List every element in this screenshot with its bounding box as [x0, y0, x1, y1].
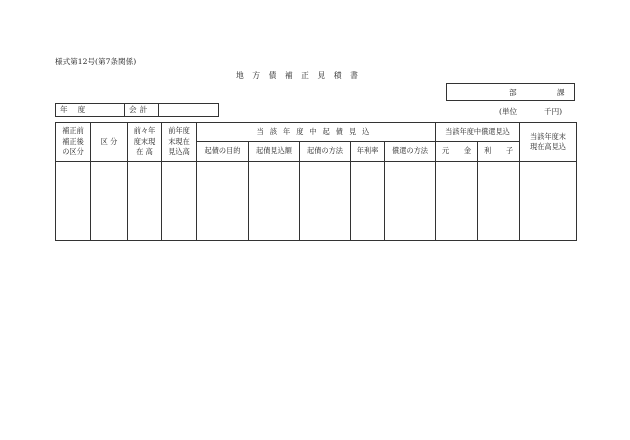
- accounting-label: 会計: [129, 105, 151, 114]
- cell-repay-method: [385, 162, 436, 241]
- cell-amount: [249, 162, 300, 241]
- header-year-end: 当該年度末 現在高見込: [520, 123, 577, 162]
- cell-prev-prev-year: [128, 162, 162, 241]
- header-group-repay: 当該年度中償還見込: [436, 123, 520, 142]
- year-label: 年度: [60, 105, 96, 114]
- form-number: 様式第12号(第7条関係): [55, 57, 137, 66]
- header-category: 補正前 補正後 の区分: [56, 123, 91, 162]
- cell-method: [300, 162, 351, 241]
- header-interest: 利子: [478, 142, 520, 162]
- cell-interest: [478, 162, 520, 241]
- header-division: 区 分: [91, 123, 128, 162]
- year-divider: [124, 103, 125, 117]
- unit-label: (単位: [499, 107, 518, 116]
- accounting-value-box: [159, 103, 219, 117]
- header-purpose: 起債の目的: [197, 142, 249, 162]
- cell-principal: [436, 162, 478, 241]
- unit-value: 千円): [544, 107, 563, 116]
- header-repay-method: 償還の方法: [385, 142, 436, 162]
- header-prev-prev-year: 前々年 度末現 在 高: [128, 123, 162, 162]
- cell-year-end: [520, 162, 577, 241]
- section-label: 課: [557, 88, 565, 97]
- header-rate: 年利率: [351, 142, 385, 162]
- department-label: 部: [509, 88, 517, 97]
- cell-purpose: [197, 162, 249, 241]
- cell-rate: [351, 162, 385, 241]
- header-amount: 起債見込額: [249, 142, 300, 162]
- header-group-issue: 当該年度中起債見込: [197, 123, 436, 142]
- table-row: [56, 162, 577, 241]
- cell-prev-year: [162, 162, 197, 241]
- document-title: 地方債補正見積書: [236, 71, 367, 80]
- cell-category: [56, 162, 91, 241]
- estimate-table: [55, 122, 577, 241]
- header-method: 起債の方法: [300, 142, 351, 162]
- header-principal: 元金: [436, 142, 478, 162]
- cell-division: [91, 162, 128, 241]
- header-prev-year: 前年度 末現在 見込高: [162, 123, 197, 162]
